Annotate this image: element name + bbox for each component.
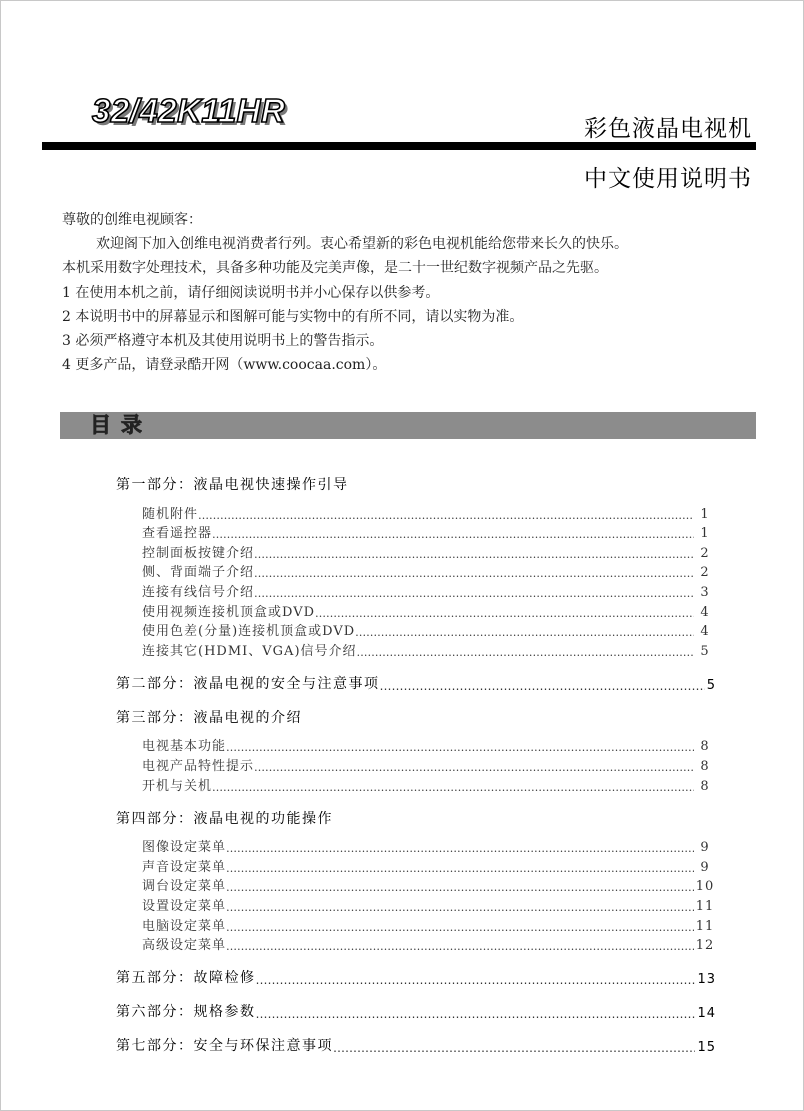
- toc-item[interactable]: [142, 754, 716, 774]
- toc-item[interactable]: [142, 934, 716, 954]
- note-3: 3 必须严格遵守本机及其使用说明书上的警告指示。: [62, 333, 384, 350]
- toc-part-heading[interactable]: [116, 703, 716, 727]
- toc-part-heading[interactable]: [116, 997, 716, 1021]
- toc-item[interactable]: [142, 541, 716, 561]
- note-1: 1 在使用本机之前，请仔细阅读说明书并小心保存以供参考。: [62, 284, 440, 301]
- toc-page-number: 1: [700, 526, 710, 542]
- dot-leader: [357, 646, 694, 659]
- toc-item-list: [116, 735, 716, 794]
- toc-item-title: 开机与关机: [142, 778, 213, 794]
- toc-item[interactable]: [142, 894, 716, 914]
- table-of-contents: [116, 470, 716, 1055]
- toc-item-list: [116, 836, 716, 954]
- toc-page-number: 4: [700, 604, 710, 620]
- toc-item-title: 声音设定菜单: [142, 859, 227, 875]
- dot-leader: [212, 781, 694, 794]
- toc-item-title: 使用视频连接机顶盒或DVD: [142, 604, 316, 620]
- toc-part-title: 第五部分：故障检修: [116, 970, 256, 987]
- toc-item-title: 查看遥控器: [142, 526, 213, 542]
- toc-page-number: 10: [695, 879, 715, 895]
- toc-part-title: 第六部分：规格参数: [116, 1004, 256, 1021]
- toc-label: 目录: [90, 413, 152, 437]
- toc-page-number: 13: [697, 972, 716, 988]
- toc-page-number: 2: [700, 545, 710, 561]
- toc-part-heading[interactable]: [116, 470, 716, 494]
- toc-item[interactable]: [142, 855, 716, 875]
- toc-item[interactable]: [142, 639, 716, 659]
- dot-leader: [212, 528, 694, 541]
- toc-item[interactable]: [142, 502, 716, 522]
- toc-page-number: 11: [695, 918, 715, 934]
- toc-item-title: 电视基本功能: [142, 739, 227, 755]
- toc-item[interactable]: [142, 620, 716, 640]
- toc-part: [116, 804, 716, 954]
- toc-item[interactable]: [142, 875, 716, 895]
- toc-part: [116, 997, 716, 1021]
- greeting: 尊敬的创维电视顾客：: [62, 212, 202, 228]
- dot-leader: [198, 509, 694, 522]
- model-number: 32/42K11HR: [92, 92, 286, 129]
- toc-page-number: 9: [700, 840, 710, 856]
- toc-header-bar: [60, 412, 756, 439]
- dot-leader: [226, 921, 694, 934]
- toc-part: [116, 1031, 716, 1055]
- dot-leader: [226, 940, 694, 953]
- toc-part-title: 第二部分：液晶电视的安全与注意事项: [116, 675, 380, 692]
- toc-part-title: 第一部分：液晶电视快速操作引导: [116, 477, 349, 493]
- toc-item-title: 电脑设定菜单: [142, 918, 227, 934]
- toc-page-number: 8: [700, 778, 710, 794]
- dot-leader: [315, 607, 694, 620]
- toc-page-number: 15: [697, 1040, 716, 1056]
- dot-leader: [333, 1041, 695, 1055]
- toc-part: [116, 963, 716, 987]
- toc-item-title: 随机附件: [142, 506, 199, 522]
- toc-part-heading[interactable]: [116, 669, 716, 693]
- toc-item-list: [116, 502, 716, 659]
- toc-part-title: 第四部分：液晶电视的功能操作: [116, 810, 333, 827]
- dot-leader: [256, 1007, 696, 1021]
- toc-page-number: 4: [700, 624, 710, 640]
- toc-page-number: 5: [700, 643, 710, 659]
- toc-item[interactable]: [142, 836, 716, 856]
- dot-leader: [380, 679, 705, 693]
- toc-item[interactable]: [142, 580, 716, 600]
- dot-leader: [226, 862, 694, 875]
- toc-page-number: 1: [700, 506, 710, 522]
- toc-item[interactable]: [142, 735, 716, 755]
- toc-item-title: 调台设定菜单: [142, 879, 227, 895]
- dot-leader: [254, 548, 694, 561]
- note-2: 2 本说明书中的屏幕显示和图解可能与实物中的有所不同，请以实物为准。: [62, 308, 524, 325]
- toc-item-title: 图像设定菜单: [142, 840, 227, 856]
- toc-part: [116, 703, 716, 794]
- dot-leader: [254, 761, 694, 774]
- toc-page-number: 8: [700, 758, 710, 774]
- dot-leader: [355, 626, 694, 639]
- toc-page-number: 3: [700, 584, 710, 600]
- toc-item-title: 高级设定菜单: [142, 938, 227, 954]
- toc-part-title: 第七部分：安全与环保注意事项: [116, 1038, 333, 1055]
- toc-page-number: 2: [700, 565, 710, 581]
- toc-page-number: 9: [700, 859, 710, 875]
- toc-item[interactable]: [142, 774, 716, 794]
- dot-leader: [226, 901, 694, 914]
- dot-leader: [226, 741, 694, 754]
- toc-part: [116, 470, 716, 659]
- toc-item-title: 连接其它(HDMI、VGA)信号介绍: [142, 643, 357, 659]
- toc-page-number: 8: [700, 739, 710, 755]
- toc-item-title: 电视产品特性提示: [142, 758, 255, 774]
- dot-leader: [254, 567, 694, 580]
- toc-item[interactable]: [142, 914, 716, 934]
- toc-item-title: 使用色差(分量)连接机顶盒或DVD: [142, 624, 356, 640]
- toc-item[interactable]: [142, 561, 716, 581]
- toc-item[interactable]: [142, 522, 716, 542]
- toc-item-title: 侧、背面端子介绍: [142, 565, 255, 581]
- manual-title: 中文使用说明书: [584, 166, 752, 192]
- features-text: 本机采用数字处理技术，具备多种功能及完美声像，是二十一世纪数字视频产品之先驱。: [62, 260, 608, 277]
- toc-part-heading[interactable]: [116, 963, 716, 987]
- toc-part: [116, 669, 716, 693]
- product-title: 彩色液晶电视机: [584, 116, 752, 142]
- toc-page-number: 11: [695, 898, 715, 914]
- toc-page-number: 5: [706, 677, 716, 693]
- toc-item-title: 控制面板按键介绍: [142, 545, 255, 561]
- toc-page-number: 14: [697, 1006, 716, 1022]
- toc-item[interactable]: [142, 600, 716, 620]
- header-rule: [42, 142, 756, 150]
- toc-part-heading[interactable]: [116, 804, 716, 828]
- dot-leader: [226, 881, 694, 894]
- dot-leader: [226, 842, 694, 855]
- dot-leader: [256, 973, 696, 987]
- note-4: 4 更多产品，请登录酷开网（www.coocaa.com）。: [62, 357, 387, 374]
- toc-page-number: 12: [695, 938, 715, 954]
- toc-part-title: 第三部分：液晶电视的介绍: [116, 709, 302, 726]
- toc-item-title: 连接有线信号介绍: [142, 584, 255, 600]
- toc-item-title: 设置设定菜单: [142, 898, 227, 914]
- dot-leader: [254, 587, 694, 600]
- toc-part-heading[interactable]: [116, 1031, 716, 1055]
- intro-section: [62, 208, 762, 377]
- welcome-text: 欢迎阁下加入创维电视消费者行列。衷心希望新的彩色电视机能给您带来长久的快乐。: [96, 236, 628, 253]
